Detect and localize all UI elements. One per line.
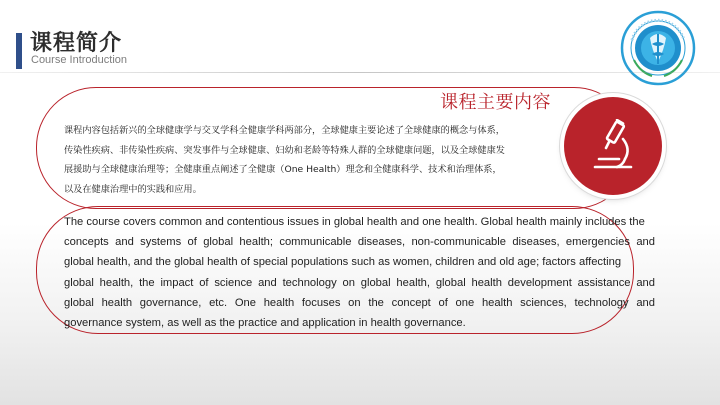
microscope-icon — [589, 119, 637, 173]
header-divider — [0, 72, 720, 73]
title-accent-bar — [16, 33, 22, 69]
cn-line: 课程内容包括新兴的全球健康学与交叉学科全健康学科两部分，全球健康主要论述了全球健康的概念与体系， — [64, 125, 505, 136]
cn-line: 展援助与全球健康治理等；全健康重点阐述了全健康（One Health）理念和全健康科学、技术和治理体系， — [64, 164, 502, 175]
en-line: global health, and the global health of special populations such as women, children and old age; factors affecting — [64, 256, 622, 269]
en-line: global health governance, etc. One health focuses on the concept of one health sciences, technology and — [64, 296, 655, 309]
institute-seal-logo — [620, 10, 696, 86]
cn-line: 以及在健康治理中的实践和应用。 — [64, 183, 202, 195]
english-description — [64, 212, 655, 333]
en-line: concepts and systems of global health; communicable diseases, non-communicable diseases, emergencies and — [64, 236, 655, 249]
en-line: global health, the impact of science and technology on global health, global health development assistance and — [64, 276, 655, 289]
section-title: 课程主要内容 — [440, 92, 551, 113]
cn-line: 传染性疾病、非传染性疾病、突发事件与全球健康、妇幼和老龄等特殊人群的全球健康问题，以及全球健康发 — [64, 144, 505, 156]
en-line: The course covers common and contentious issues in global health and one health. Global health mainly includes the — [64, 216, 645, 228]
chinese-description — [64, 121, 572, 199]
section-icon-badge — [564, 97, 662, 195]
page-title: 课程简介 — [30, 31, 123, 56]
page-subtitle: Course Introduction — [31, 54, 127, 66]
en-line: governance system, as well as the practice and application in health governance. — [64, 316, 466, 329]
